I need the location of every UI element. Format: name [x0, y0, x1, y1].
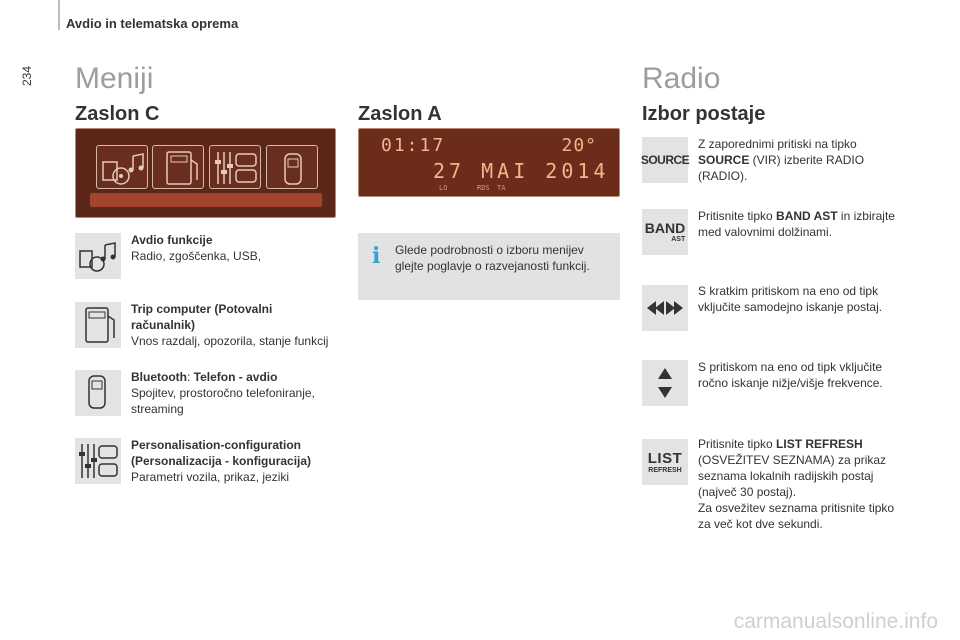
- trip-computer-text: Trip computer (Potovalni računalnik) Vnos razdalj, opozorila, stanje funkcij: [131, 302, 329, 348]
- audio-functions-icon: [96, 145, 148, 189]
- subtitle-zaslon-a: Zaslon A: [358, 103, 442, 125]
- source-key-icon: SOURCE: [642, 137, 688, 183]
- display-date: 27 MAI 2014: [433, 159, 610, 183]
- header-divider: [58, 0, 60, 30]
- telephone-icon: [266, 145, 318, 189]
- personalisation-icon: [75, 438, 121, 484]
- display-ta: TA: [497, 184, 506, 192]
- page-number: 234: [20, 65, 34, 86]
- band-ast-instruction: Pritisnite tipko BAND AST in izbirajte med valovnimi dolžinami.: [698, 209, 895, 239]
- bluetooth-telephone-text: Bluetooth: Telefon - avdio Spojitev, prostoročno telefoniranje, streaming: [131, 370, 315, 416]
- personalisation-icon: [209, 145, 261, 189]
- display-temperature: 20°: [561, 135, 597, 156]
- display-time: 01:17: [381, 135, 446, 156]
- section-title-meniji: Meniji: [75, 62, 154, 95]
- info-box: [358, 233, 620, 300]
- watermark: carmanualsonline.info: [733, 610, 938, 633]
- section-title-radio: Radio: [642, 62, 721, 95]
- seek-arrows-key-icon: [642, 285, 688, 331]
- page-header: Avdio in telematska oprema: [66, 16, 239, 31]
- screen-a-display: [358, 128, 620, 197]
- list-refresh-instruction: Pritisnite tipko LIST REFRESH (OSVEŽITEV SEZNAMA) za prikaz seznama lokalnih radijskih postaj (največ 30 postaj). Za osvežitev seznama pritisnite tipko za več kot dve sekundi.: [698, 437, 895, 531]
- personalisation-text: Personalisation-configuration (Personalizacija - konfiguracija) Parametri vozila, prikaz, jeziki: [131, 438, 312, 484]
- screen-c-status-bar: [90, 193, 322, 207]
- band-ast-key-icon: BAND AST: [642, 209, 688, 255]
- seek-instruction: S kratkim pritiskom na eno od tipk vključite samodejno iskanje postaj.: [698, 284, 883, 314]
- manual-tuning-instruction: S pritiskom na eno od tipk vključite ročno iskanje nižje/višje frekvence.: [698, 360, 883, 390]
- subtitle-zaslon-c: Zaslon C: [75, 103, 160, 125]
- trip-computer-icon: [152, 145, 204, 189]
- audio-functions-icon: [75, 233, 121, 279]
- telephone-icon: [75, 370, 121, 416]
- subtitle-izbor-postaje: Izbor postaje: [642, 103, 766, 125]
- info-text: Glede podrobnosti o izboru menijev glejte poglavje o razvejanosti funkcij.: [395, 243, 590, 273]
- audio-functions-text: Avdio funkcije Radio, zgoščenka, USB,: [131, 233, 262, 263]
- list-refresh-key-icon: LIST REFRESH: [642, 439, 688, 485]
- screen-c-display: [75, 128, 336, 218]
- trip-computer-icon: [75, 302, 121, 348]
- info-icon: i: [372, 243, 381, 269]
- up-down-key-icon: [642, 360, 688, 406]
- display-rds: RDS: [477, 184, 490, 192]
- display-lo: LO: [439, 184, 448, 192]
- source-instruction: Z zaporednimi pritiski na tipko SOURCE (VIR) izberite RADIO (RADIO).: [698, 137, 865, 183]
